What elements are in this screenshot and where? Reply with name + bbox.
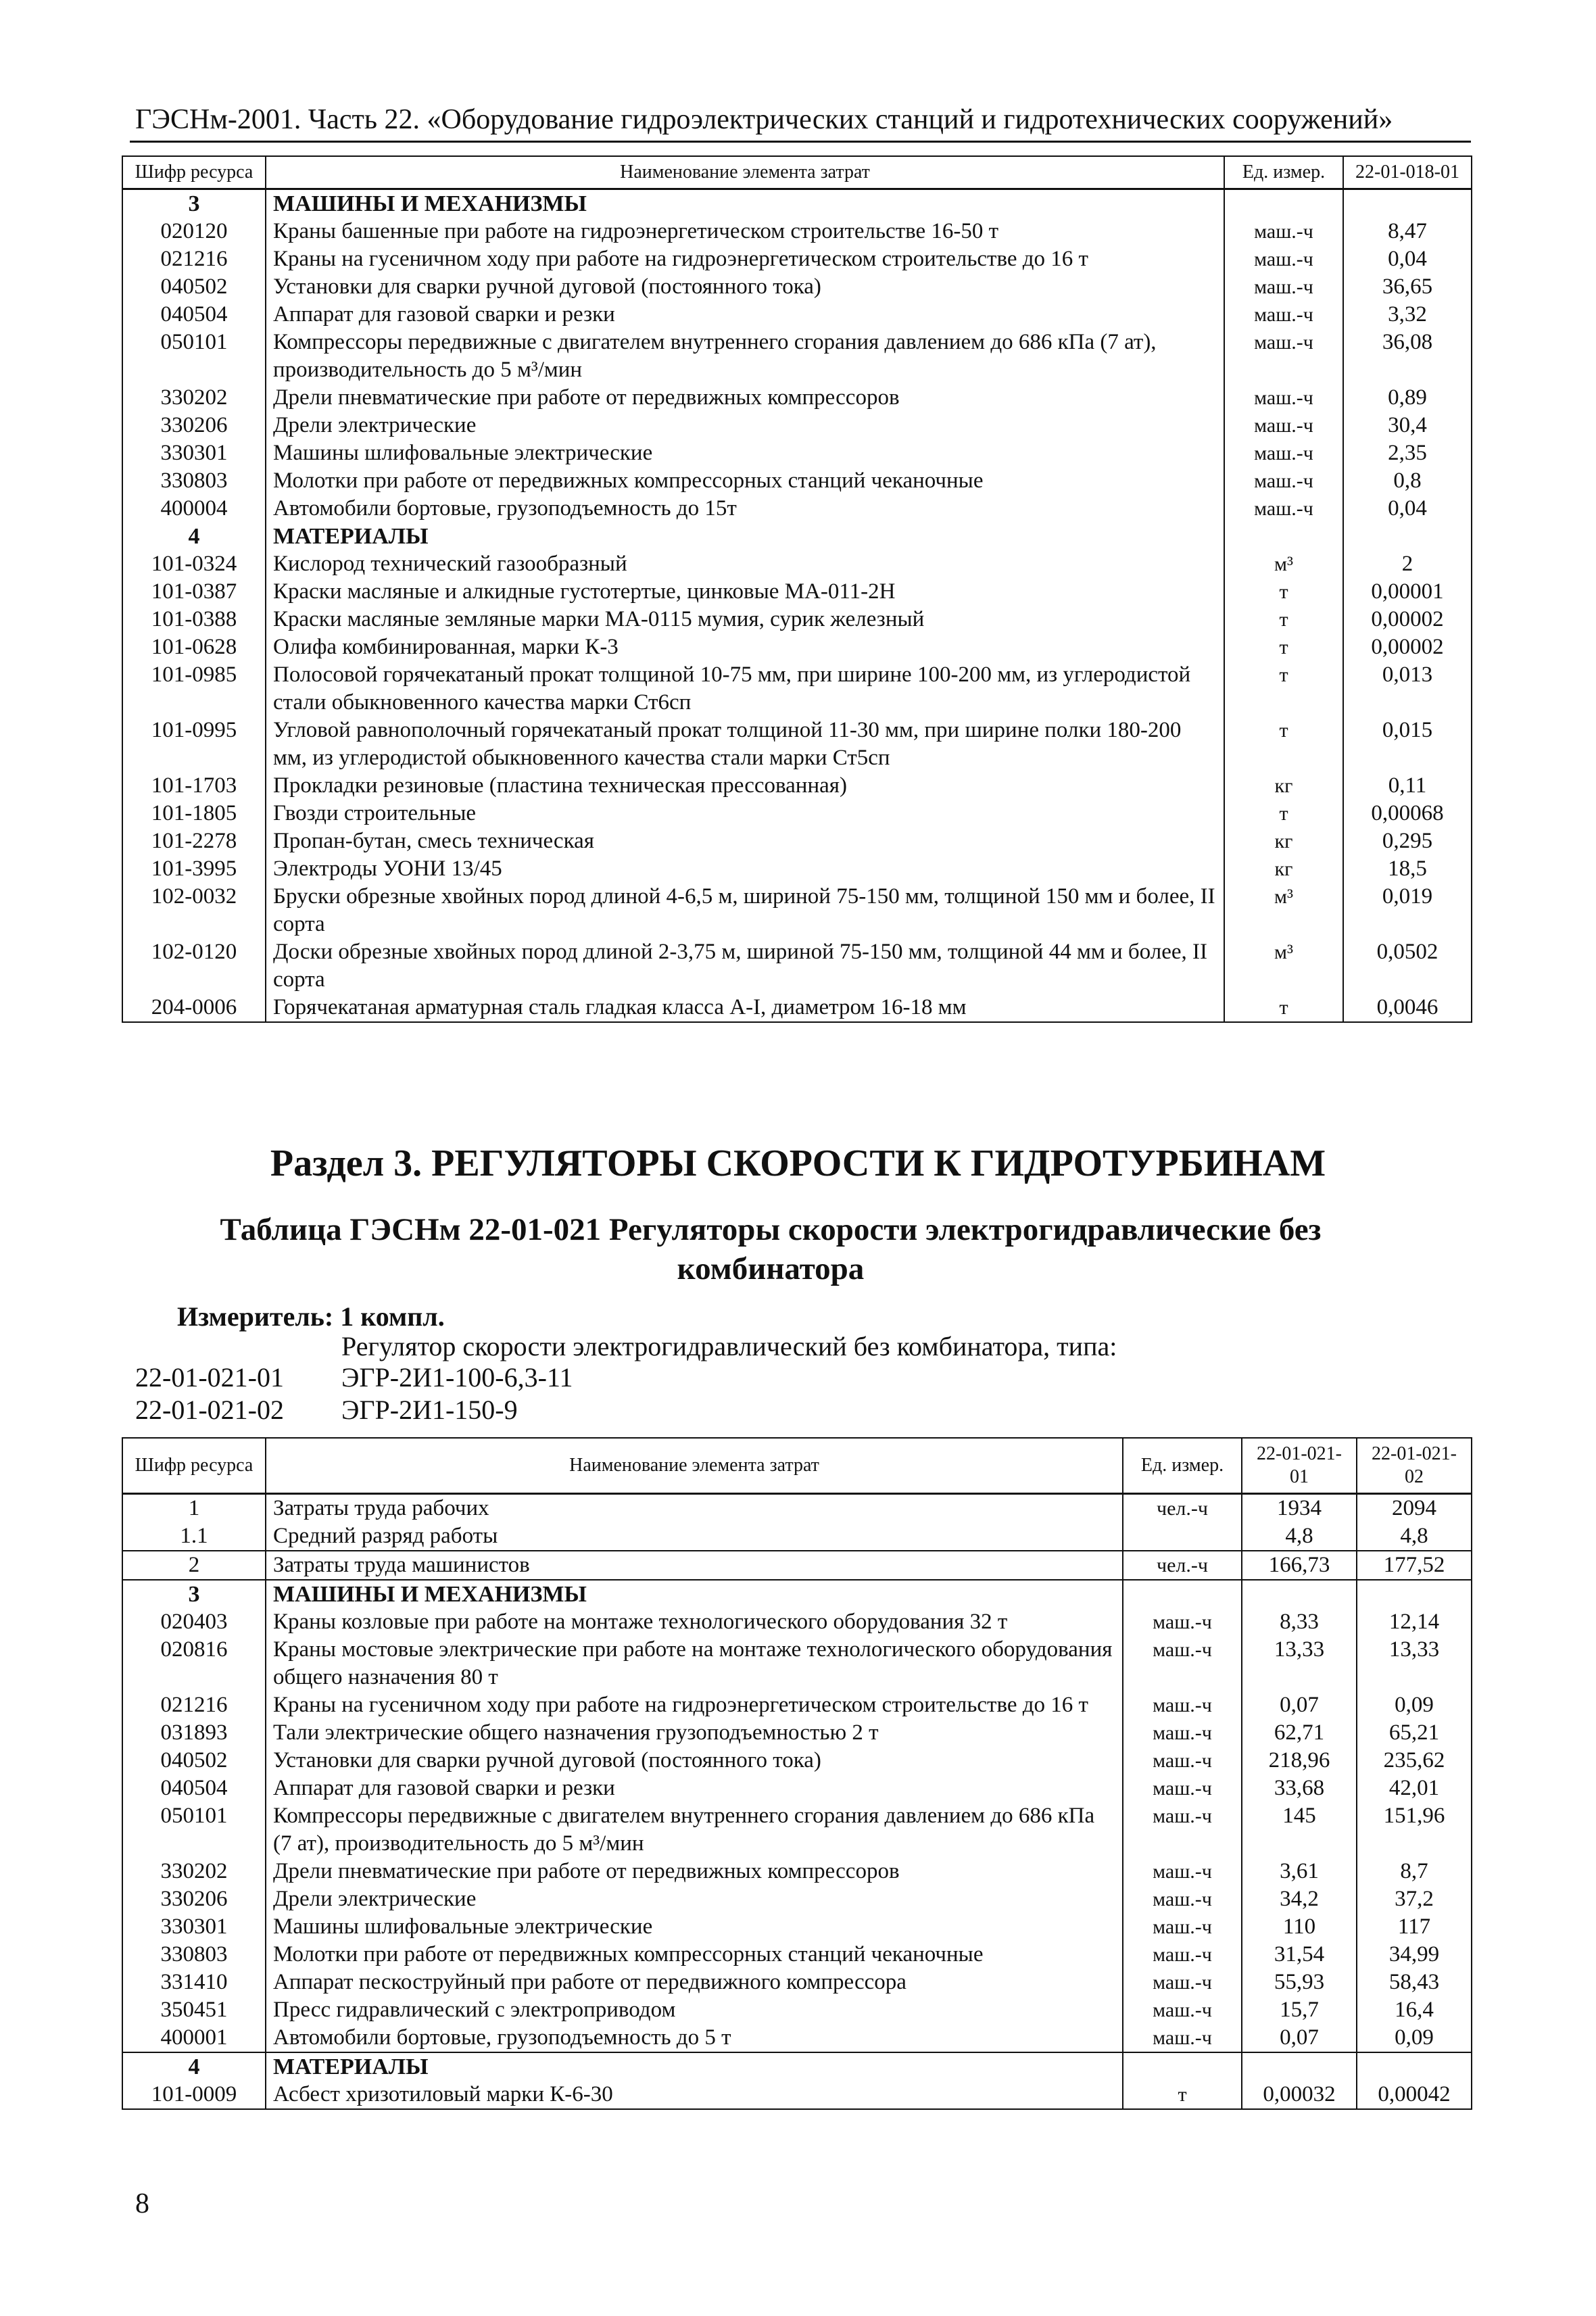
table-row	[122, 1719, 1472, 1747]
table-row	[122, 1494, 1472, 1523]
resource-code-cell: 040504	[122, 1775, 266, 1802]
resource-name-cell: Затраты труда рабочих	[266, 1494, 1123, 1523]
unit-cell: маш.-ч	[1123, 1913, 1242, 1941]
resource-name-cell: Пропан-бутан, смесь техническая	[266, 827, 1224, 855]
resource-code-cell: 021216	[122, 1691, 266, 1719]
variant-code: 22-01-021-01	[135, 1362, 284, 1393]
header-unit: Ед. измер.	[1123, 1438, 1242, 1494]
value-cell-v1: 34,2	[1242, 1885, 1357, 1913]
value-cell-v1: 0,019	[1343, 883, 1472, 938]
resource-code-cell: 102-0120	[122, 938, 266, 994]
unit-cell: м³	[1224, 938, 1343, 994]
value-cell-v2: 65,21	[1357, 1719, 1472, 1747]
table-title-line-2: комбинатора	[677, 1251, 865, 1286]
table-row	[122, 1913, 1472, 1941]
table-row	[122, 827, 1472, 855]
resource-code-cell: 330803	[122, 1941, 266, 1969]
resource-name-cell: Компрессоры передвижные с двигателем внутреннего сгорания давлением до 686 кПа (7 ат), производительность до 5 м³/мин	[266, 329, 1224, 384]
unit-cell: маш.-ч	[1123, 1608, 1242, 1636]
resource-name-cell: Аппарат для газовой сварки и резки	[266, 1775, 1123, 1802]
unit-cell: т	[1224, 578, 1343, 606]
unit-cell: маш.-ч	[1224, 384, 1343, 412]
table-row	[122, 1522, 1472, 1551]
resource-code-cell: 101-0387	[122, 578, 266, 606]
unit-cell: чел.-ч	[1123, 1494, 1242, 1523]
table-row	[122, 717, 1472, 772]
unit-cell: маш.-ч	[1123, 1719, 1242, 1747]
unit-cell: кг	[1224, 772, 1343, 800]
value-cell-v1: 0,89	[1343, 384, 1472, 412]
header-col-22-01-021-01: 22-01-021-01	[1242, 1438, 1357, 1494]
unit-cell: маш.-ч	[1224, 245, 1343, 273]
resource-name-cell: Молотки при работе от передвижных компрессорных станций чеканочные	[266, 467, 1224, 495]
unit-cell: маш.-ч	[1224, 467, 1343, 495]
resource-name-cell: Краны на гусеничном ходу при работе на гидроэнергетическом строительстве до 16 т	[266, 1691, 1123, 1719]
unit-cell: м³	[1224, 550, 1343, 578]
unit-cell: маш.-ч	[1123, 1969, 1242, 1996]
resource-code-cell: 050101	[122, 329, 266, 384]
table-row	[122, 1691, 1472, 1719]
table-header-row	[122, 1438, 1472, 1494]
resource-name-cell: Полосовой горячекатаный прокат толщиной 10-75 мм, при ширине 100-200 мм, из углеродистой стали обыкновенного качества марки Ст6сп	[266, 661, 1224, 717]
table-row	[122, 661, 1472, 717]
resource-code-cell: 3	[122, 189, 266, 218]
value-cell-v1: 55,93	[1242, 1969, 1357, 1996]
resource-name-cell: Кислород технический газообразный	[266, 550, 1224, 578]
resource-name-cell: Машины шлифовальные электрические	[266, 439, 1224, 467]
resource-code-cell: 4	[122, 2052, 266, 2081]
value-cell-v1: 0,00032	[1242, 2081, 1357, 2109]
resource-name-cell: Краны башенные при работе на гидроэнергетическом строительстве 16-50 т	[266, 218, 1224, 245]
header-col-22-01-021-02: 22-01-021-02	[1357, 1438, 1472, 1494]
value-cell-v1: 166,73	[1242, 1551, 1357, 1580]
value-cell-v1: 0,11	[1343, 772, 1472, 800]
table-row	[122, 772, 1472, 800]
value-cell-v1: 13,33	[1242, 1636, 1357, 1691]
resource-code-cell: 101-2278	[122, 827, 266, 855]
resource-name-cell: Прокладки резиновые (пластина техническая прессованная)	[266, 772, 1224, 800]
value-cell-v2: 34,99	[1357, 1941, 1472, 1969]
resource-name-cell: МАШИНЫ И МЕХАНИЗМЫ	[266, 1580, 1123, 1608]
table-row	[122, 1969, 1472, 1996]
resource-name-cell: Олифа комбинированная, марки К-3	[266, 633, 1224, 661]
value-cell-v2: 0,09	[1357, 2024, 1472, 2052]
value-cell-v1	[1242, 2052, 1357, 2081]
resource-name-cell: Краны мостовые электрические при работе на монтаже технологического оборудования общего назначения 80 т	[266, 1636, 1123, 1691]
table-row	[122, 1885, 1472, 1913]
resource-code-cell: 101-1805	[122, 800, 266, 827]
resources-table-22-01-018	[122, 155, 1472, 1023]
header-name: Наименование элемента затрат	[266, 1438, 1123, 1494]
resource-code-cell: 330803	[122, 467, 266, 495]
value-cell-v1: 0,00002	[1343, 606, 1472, 633]
table-row	[122, 439, 1472, 467]
resource-name-cell: Краны козловые при работе на монтаже технологического оборудования 32 т	[266, 1608, 1123, 1636]
value-cell-v1: 0,0046	[1343, 994, 1472, 1022]
unit-cell: маш.-ч	[1123, 1747, 1242, 1775]
unit-cell: кг	[1224, 855, 1343, 883]
resource-name-cell: Краски масляные земляные марки МА-0115 мумия, сурик железный	[266, 606, 1224, 633]
table-row	[122, 578, 1472, 606]
table-row	[122, 218, 1472, 245]
variant-row	[135, 1361, 573, 1394]
resource-code-cell: 101-3995	[122, 855, 266, 883]
resource-name-cell: Компрессоры передвижные с двигателем внутреннего сгорания давлением до 686 кПа (7 ат), производительность до 5 м³/мин	[266, 1802, 1123, 1858]
header-name: Наименование элемента затрат	[266, 156, 1224, 189]
table-row	[122, 329, 1472, 384]
value-cell-v2: 4,8	[1357, 1522, 1472, 1551]
value-cell-v1: 2,35	[1343, 439, 1472, 467]
resource-name-cell: Дрели пневматические при работе от передвижных компрессоров	[266, 384, 1224, 412]
resource-name-cell: Гвозди строительные	[266, 800, 1224, 827]
unit-cell: маш.-ч	[1224, 329, 1343, 384]
unit-cell: т	[1224, 661, 1343, 717]
resource-name-cell: Бруски обрезные хвойных пород длиной 4-6,5 м, шириной 75-150 мм, толщиной 150 мм и более, II сорта	[266, 883, 1224, 938]
unit-cell: т	[1224, 800, 1343, 827]
resource-code-cell: 101-1703	[122, 772, 266, 800]
value-cell-v2: 117	[1357, 1913, 1472, 1941]
resource-name-cell: Краски масляные и алкидные густотертые, цинковые МА-011-2Н	[266, 578, 1224, 606]
table-row	[122, 1608, 1472, 1636]
unit-cell: маш.-ч	[1123, 1858, 1242, 1885]
value-cell-v1: 0,015	[1343, 717, 1472, 772]
resource-name-cell: Угловой равнополочный горячекатаный прокат толщиной 11-30 мм, при ширине полки 180-200 мм, из углеродистой обыкновенного качества стали марки Ст5сп	[266, 717, 1224, 772]
table-row	[122, 301, 1472, 329]
resource-code-cell: 040502	[122, 1747, 266, 1775]
table-row	[122, 2024, 1472, 2052]
resource-code-cell: 330206	[122, 412, 266, 439]
value-cell-v2: 2094	[1357, 1494, 1472, 1523]
resource-code-cell: 040504	[122, 301, 266, 329]
value-cell-v2: 151,96	[1357, 1802, 1472, 1858]
table-row	[122, 938, 1472, 994]
unit-cell: маш.-ч	[1123, 1691, 1242, 1719]
section-row	[122, 189, 1472, 218]
unit-cell: т	[1224, 633, 1343, 661]
resource-name-cell: Затраты труда машинистов	[266, 1551, 1123, 1580]
value-cell-v1: 145	[1242, 1802, 1357, 1858]
value-cell-v1: 0,8	[1343, 467, 1472, 495]
value-cell-v1: 4,8	[1242, 1522, 1357, 1551]
table-row	[122, 1636, 1472, 1691]
resource-code-cell: 1.1	[122, 1522, 266, 1551]
resource-name-cell: МАТЕРИАЛЫ	[266, 2052, 1123, 2081]
unit-cell: маш.-ч	[1123, 1996, 1242, 2024]
resource-code-cell: 330301	[122, 1913, 266, 1941]
table-row	[122, 1941, 1472, 1969]
value-cell-v2: 177,52	[1357, 1551, 1472, 1580]
table-title	[196, 1210, 1345, 1288]
unit-cell: маш.-ч	[1123, 1775, 1242, 1802]
value-cell-v2	[1357, 1580, 1472, 1608]
running-header: ГЭСНм-2001. Часть 22. «Оборудование гидроэлектрических станций и гидротехнических сооружений»	[135, 104, 1393, 135]
resource-name-cell: Машины шлифовальные электрические	[266, 1913, 1123, 1941]
table-row	[122, 273, 1472, 301]
unit-cell: т	[1123, 2081, 1242, 2109]
resource-name-cell: Аппарат пескоструйный при работе от передвижного компрессора	[266, 1969, 1123, 1996]
table-row	[122, 855, 1472, 883]
resource-code-cell: 020403	[122, 1608, 266, 1636]
resource-name-cell: Установки для сварки ручной дуговой (постоянного тока)	[266, 273, 1224, 301]
value-cell-v1: 8,47	[1343, 218, 1472, 245]
unit-cell: маш.-ч	[1224, 218, 1343, 245]
value-cell-v1: 0,04	[1343, 245, 1472, 273]
value-cell-v1	[1242, 1580, 1357, 1608]
header-rule	[130, 141, 1471, 143]
value-cell-v2: 0,00042	[1357, 2081, 1472, 2109]
unit-cell: маш.-ч	[1123, 1636, 1242, 1691]
value-cell-v2: 42,01	[1357, 1775, 1472, 1802]
unit-cell: маш.-ч	[1224, 439, 1343, 467]
resource-name-cell: Пресс гидравлический с электроприводом	[266, 1996, 1123, 2024]
unit-cell: т	[1224, 606, 1343, 633]
resource-name-cell: Автомобили бортовые, грузоподъемность до 15т	[266, 495, 1224, 523]
table-row	[122, 412, 1472, 439]
unit-cell	[1224, 189, 1343, 218]
value-cell-v1: 218,96	[1242, 1747, 1357, 1775]
unit-cell: маш.-ч	[1123, 2024, 1242, 2052]
section-title: Раздел 3. РЕГУЛЯТОРЫ СКОРОСТИ К ГИДРОТУРБИНАМ	[270, 1142, 1326, 1184]
resource-name-cell: Электроды УОНИ 13/45	[266, 855, 1224, 883]
resource-name-cell: Дрели пневматические при работе от передвижных компрессоров	[266, 1858, 1123, 1885]
table-header-row	[122, 156, 1472, 189]
resource-name-cell: Краны на гусеничном ходу при работе на гидроэнергетическом строительстве до 16 т	[266, 245, 1224, 273]
table-row	[122, 245, 1472, 273]
value-cell-v1: 8,33	[1242, 1608, 1357, 1636]
table-row	[122, 994, 1472, 1022]
section-row	[122, 523, 1472, 550]
unit-cell: м³	[1224, 883, 1343, 938]
resource-name-cell: МАТЕРИАЛЫ	[266, 523, 1224, 550]
resource-code-cell: 330301	[122, 439, 266, 467]
resources-table-22-01-021	[122, 1437, 1472, 2110]
resource-code-cell: 330202	[122, 1858, 266, 1885]
unit-cell: маш.-ч	[1123, 1802, 1242, 1858]
resource-name-cell: Тали электрические общего назначения грузоподъемностью 2 т	[266, 1719, 1123, 1747]
variant-row	[135, 1394, 518, 1426]
table-body	[122, 189, 1472, 1023]
table-row	[122, 606, 1472, 633]
resource-code-cell: 040502	[122, 273, 266, 301]
value-cell-v1: 31,54	[1242, 1941, 1357, 1969]
resource-code-cell: 2	[122, 1551, 266, 1580]
value-cell-v1: 0,295	[1343, 827, 1472, 855]
table-row	[122, 2081, 1472, 2109]
variant-type: ЭГР-2И1-100-6,3-11	[341, 1362, 573, 1393]
header-code: Шифр ресурса	[122, 1438, 266, 1494]
unit-cell: т	[1224, 994, 1343, 1022]
value-cell-v2: 58,43	[1357, 1969, 1472, 1996]
resource-code-cell: 101-0388	[122, 606, 266, 633]
value-cell-v1: 110	[1242, 1913, 1357, 1941]
value-cell-v1: 30,4	[1343, 412, 1472, 439]
table-row	[122, 495, 1472, 523]
resource-code-cell: 050101	[122, 1802, 266, 1858]
resource-name-cell: Автомобили бортовые, грузоподъемность до 5 т	[266, 2024, 1123, 2052]
resource-code-cell: 101-0628	[122, 633, 266, 661]
table-row	[122, 1551, 1472, 1580]
table-row	[122, 883, 1472, 938]
value-cell-v2: 37,2	[1357, 1885, 1472, 1913]
section-row	[122, 1580, 1472, 1608]
unit-cell: маш.-ч	[1224, 301, 1343, 329]
value-cell-v2: 12,14	[1357, 1608, 1472, 1636]
value-cell-v1: 62,71	[1242, 1719, 1357, 1747]
value-cell-v2	[1357, 2052, 1472, 2081]
resource-code-cell: 400004	[122, 495, 266, 523]
value-cell-v1: 33,68	[1242, 1775, 1357, 1802]
value-cell-v1: 0,07	[1242, 1691, 1357, 1719]
resource-name-cell: Аппарат для газовой сварки и резки	[266, 301, 1224, 329]
resource-code-cell: 021216	[122, 245, 266, 273]
unit-cell	[1123, 1580, 1242, 1608]
unit-cell: маш.-ч	[1224, 495, 1343, 523]
table-description: Регулятор скорости электрогидравлический без комбинатора, типа:	[341, 1331, 1117, 1361]
header-code: Шифр ресурса	[122, 156, 266, 189]
resource-code-cell: 101-0985	[122, 661, 266, 717]
resource-code-cell: 101-0995	[122, 717, 266, 772]
table-row	[122, 1996, 1472, 2024]
resource-name-cell: Дрели электрические	[266, 1885, 1123, 1913]
unit-cell: чел.-ч	[1123, 1551, 1242, 1580]
resource-code-cell: 4	[122, 523, 266, 550]
header-unit: Ед. измер.	[1224, 156, 1343, 189]
resource-name-cell: Молотки при работе от передвижных компрессорных станций чеканочные	[266, 1941, 1123, 1969]
table-title-line-1: Таблица ГЭСНм 22-01-021 Регуляторы скорости электрогидравлические без	[220, 1212, 1322, 1247]
value-cell-v1: 36,65	[1343, 273, 1472, 301]
resource-code-cell: 020816	[122, 1636, 266, 1691]
resource-code-cell: 020120	[122, 218, 266, 245]
resource-code-cell: 204-0006	[122, 994, 266, 1022]
resource-name-cell: Установки для сварки ручной дуговой (постоянного тока)	[266, 1747, 1123, 1775]
value-cell-v2: 16,4	[1357, 1996, 1472, 2024]
table-body	[122, 1494, 1472, 2110]
table-row	[122, 384, 1472, 412]
resource-name-cell: Горячекатаная арматурная сталь гладкая класса А-I, диаметром 16-18 мм	[266, 994, 1224, 1022]
unit-cell: маш.-ч	[1224, 412, 1343, 439]
variant-code: 22-01-021-02	[135, 1395, 284, 1425]
value-cell-v2: 235,62	[1357, 1747, 1472, 1775]
resource-name-cell: Асбест хризотиловый марки К-6-30	[266, 2081, 1123, 2109]
unit-cell: т	[1224, 717, 1343, 772]
resource-code-cell: 350451	[122, 1996, 266, 2024]
resource-code-cell: 330202	[122, 384, 266, 412]
value-cell-v1: 0,013	[1343, 661, 1472, 717]
value-cell-v1: 3,32	[1343, 301, 1472, 329]
value-cell-v2: 13,33	[1357, 1636, 1472, 1691]
variant-type: ЭГР-2И1-150-9	[341, 1395, 518, 1425]
unit-cell	[1123, 2052, 1242, 2081]
unit-cell: маш.-ч	[1224, 273, 1343, 301]
measure-unit: Измеритель: 1 компл.	[177, 1301, 445, 1332]
page-number: 8	[135, 2188, 149, 2219]
table-row	[122, 1775, 1472, 1802]
unit-cell: маш.-ч	[1123, 1941, 1242, 1969]
value-cell-v1: 0,04	[1343, 495, 1472, 523]
resource-code-cell: 102-0032	[122, 883, 266, 938]
table-row	[122, 1858, 1472, 1885]
table-row	[122, 467, 1472, 495]
table-row	[122, 633, 1472, 661]
table-row	[122, 1747, 1472, 1775]
resource-code-cell: 1	[122, 1494, 266, 1523]
table-row	[122, 550, 1472, 578]
resource-code-cell: 3	[122, 1580, 266, 1608]
resource-code-cell: 330206	[122, 1885, 266, 1913]
value-cell-v1: 36,08	[1343, 329, 1472, 384]
value-cell-v1: 0,00002	[1343, 633, 1472, 661]
unit-cell: кг	[1224, 827, 1343, 855]
resource-name-cell: МАШИНЫ И МЕХАНИЗМЫ	[266, 189, 1224, 218]
value-cell-v1	[1343, 189, 1472, 218]
value-cell-v2: 0,09	[1357, 1691, 1472, 1719]
value-cell-v1: 0,00001	[1343, 578, 1472, 606]
value-cell-v1: 18,5	[1343, 855, 1472, 883]
resource-name-cell: Средний разряд работы	[266, 1522, 1123, 1551]
header-col-22-01-018-01: 22-01-018-01	[1343, 156, 1472, 189]
resource-code-cell: 101-0009	[122, 2081, 266, 2109]
resource-code-cell: 400001	[122, 2024, 266, 2052]
unit-cell	[1224, 523, 1343, 550]
resource-name-cell: Дрели электрические	[266, 412, 1224, 439]
value-cell-v1: 0,0502	[1343, 938, 1472, 994]
value-cell-v1: 0,00068	[1343, 800, 1472, 827]
section-row	[122, 2052, 1472, 2081]
resource-code-cell: 331410	[122, 1969, 266, 1996]
resource-code-cell: 101-0324	[122, 550, 266, 578]
value-cell-v1: 1934	[1242, 1494, 1357, 1523]
resource-name-cell: Доски обрезные хвойных пород длиной 2-3,75 м, шириной 75-150 мм, толщиной 44 мм и более, II сорта	[266, 938, 1224, 994]
value-cell-v2: 8,7	[1357, 1858, 1472, 1885]
value-cell-v1: 15,7	[1242, 1996, 1357, 2024]
table-row	[122, 800, 1472, 827]
unit-cell: маш.-ч	[1123, 1885, 1242, 1913]
resource-code-cell: 031893	[122, 1719, 266, 1747]
value-cell-v1: 2	[1343, 550, 1472, 578]
table-row	[122, 1802, 1472, 1858]
value-cell-v1: 0,07	[1242, 2024, 1357, 2052]
value-cell-v1	[1343, 523, 1472, 550]
unit-cell	[1123, 1522, 1242, 1551]
value-cell-v1: 3,61	[1242, 1858, 1357, 1885]
